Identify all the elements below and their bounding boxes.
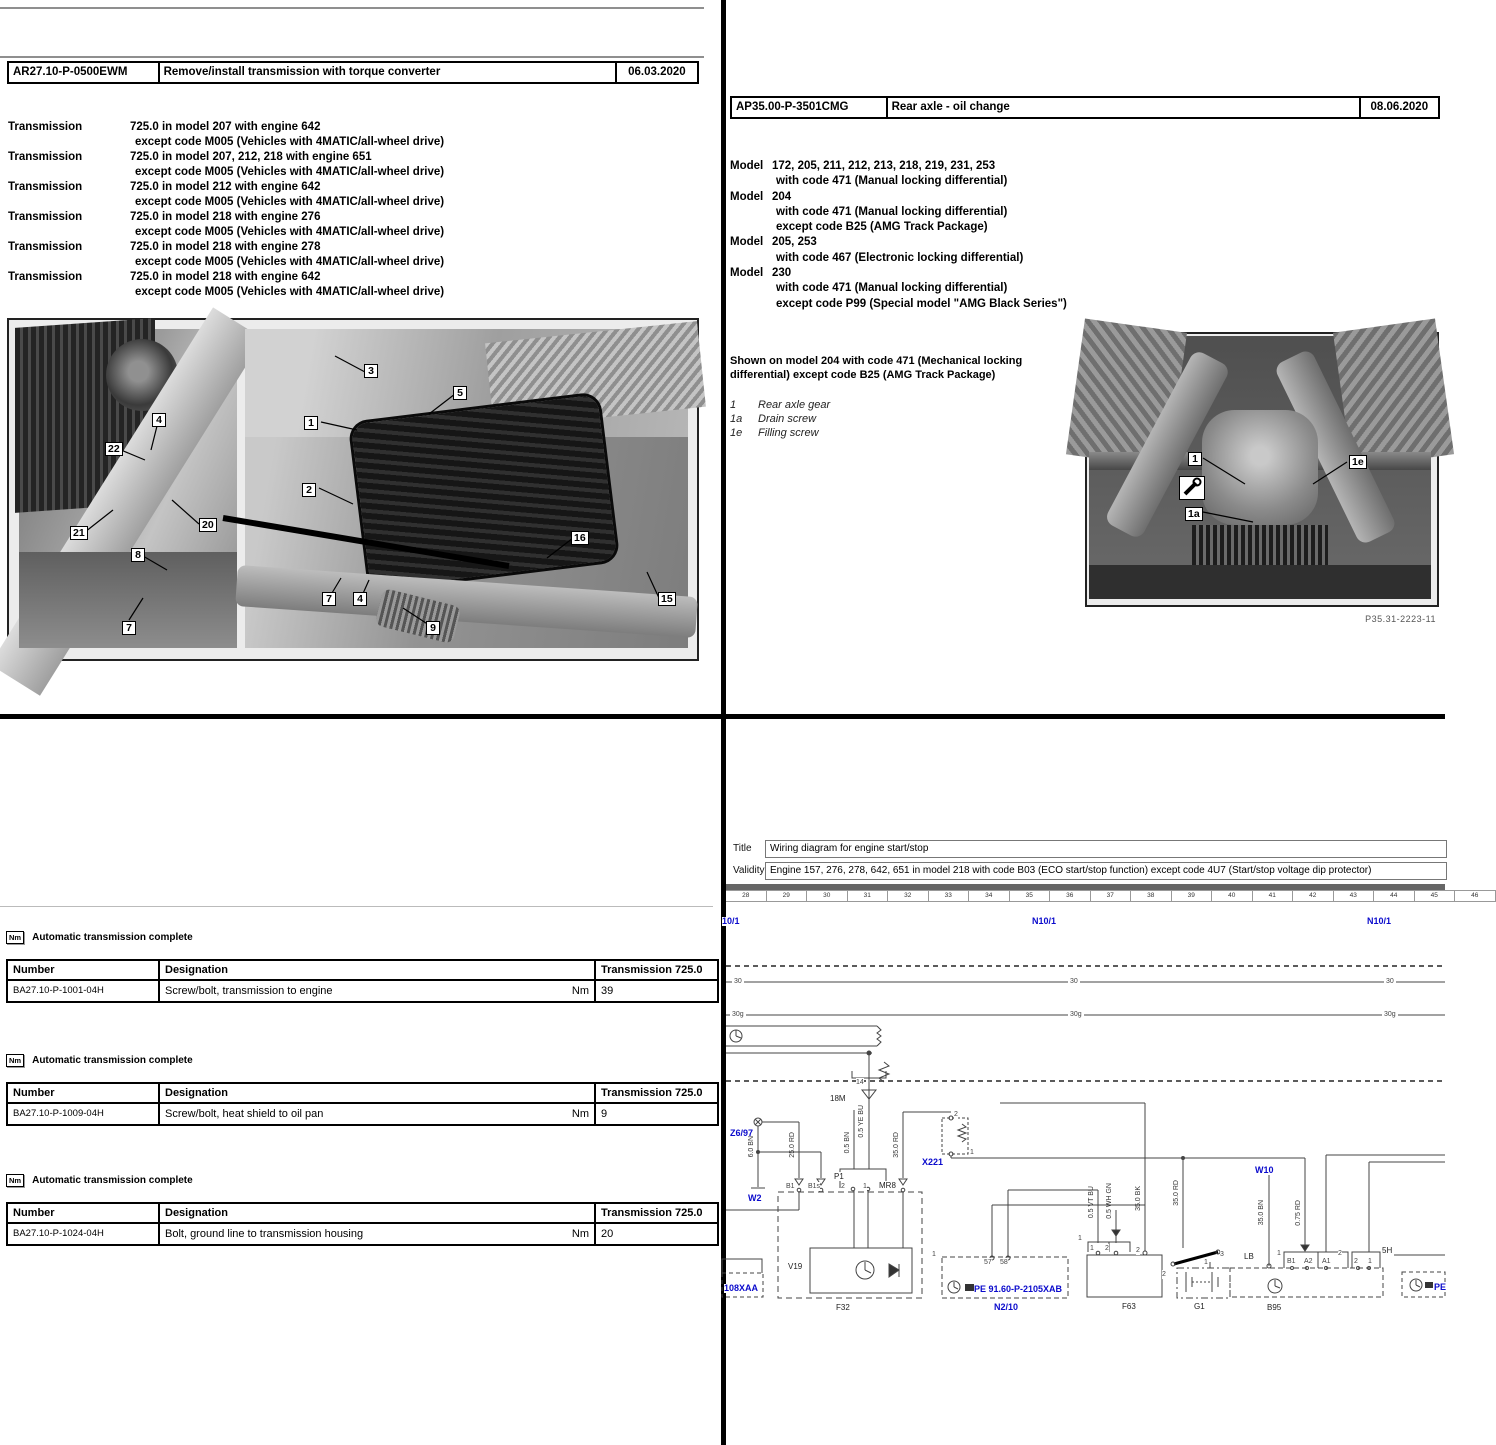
photo-callout: 21	[70, 526, 88, 540]
doc-line-text: with code 471 (Manual locking differential)	[776, 175, 1008, 188]
diagram-label: PE 91.60-P-2105XAB	[974, 1284, 1063, 1294]
legend-row	[730, 426, 830, 440]
cell-number: BA27.10-P-1001-04H	[8, 981, 160, 1001]
photo-callout: 22	[105, 442, 123, 456]
diagram-label: 1	[1277, 1250, 1281, 1257]
doc-line-text: except code M005 (Vehicles with 4MATIC/all-wheel drive)	[135, 286, 445, 298]
diagram-label: 30g	[1384, 1011, 1396, 1018]
diagram-label: 25.0 RD	[789, 1132, 796, 1158]
doc-line	[8, 120, 708, 135]
section-heading-row	[6, 929, 719, 945]
photo-callout: 8	[131, 548, 145, 562]
diagram-label: 1	[1204, 1259, 1208, 1266]
doc-line-label: Transmission	[8, 181, 83, 193]
tl-transmission-list	[8, 120, 708, 300]
tl-doc-header	[7, 61, 699, 84]
table-row	[8, 1104, 717, 1124]
cell-value: 39	[601, 985, 614, 997]
doc-line-text: except code M005 (Vehicles with 4MATIC/all-wheel drive)	[135, 256, 445, 268]
diagram-label: 30	[1386, 978, 1394, 985]
doc-line	[730, 205, 1430, 220]
diagram-label: A1	[1322, 1258, 1331, 1265]
doc-line-text: with code 471 (Manual locking differential)	[776, 282, 1008, 295]
doc-line	[8, 240, 708, 255]
nm-icon: Nm	[6, 1054, 24, 1067]
diagram-label: 2	[1105, 1245, 1109, 1252]
designation-text: Bolt, ground line to transmission housing	[165, 1228, 364, 1240]
diagram-label: N10/1	[1367, 916, 1392, 926]
diagram-label: F63	[1122, 1302, 1136, 1311]
doc-date: 08.06.2020	[1359, 98, 1438, 117]
legend-row	[730, 398, 830, 412]
ruler-cell: 29	[767, 890, 808, 902]
doc-line	[730, 297, 1430, 312]
doc-line	[730, 235, 1430, 250]
table-header-row	[8, 1204, 717, 1224]
ruler-cell: 28	[726, 890, 767, 902]
photo-callout: 15	[658, 592, 676, 606]
doc-line-text: 725.0 in model 212 with engine 642	[130, 181, 321, 193]
cell-value: 9	[601, 1108, 608, 1120]
horizontal-divider	[0, 714, 1445, 719]
col-number: Number	[8, 961, 160, 979]
torque-section	[6, 929, 719, 1003]
doc-line-text: 230	[772, 267, 792, 280]
legend-key: 1a	[730, 413, 743, 425]
diagram-label: 30g	[1070, 1011, 1082, 1018]
doc-line	[8, 195, 708, 210]
diagram-label: 1	[1090, 1245, 1094, 1252]
diagram-label: 0.75 RD	[1295, 1200, 1302, 1226]
doc-line-text: except code M005 (Vehicles with 4MATIC/all-wheel drive)	[135, 196, 445, 208]
doc-line-text: except code P99 (Special model "AMG Black Series")	[776, 297, 1067, 310]
doc-line-text: 725.0 in model 207, 212, 218 with engine 651	[130, 151, 372, 163]
diagram-label: P1	[834, 1172, 844, 1181]
diagram-label: B1	[1287, 1258, 1296, 1265]
torque-section	[6, 1052, 719, 1126]
doc-line-text: 205, 253	[772, 236, 817, 249]
title-label: Title	[733, 843, 752, 854]
doc-line	[730, 266, 1430, 281]
diagram-label: 30g	[732, 1011, 744, 1018]
torque-table	[6, 1082, 719, 1126]
doc-line-text: except code B25 (AMG Track Package)	[776, 221, 988, 234]
ruler-cell: 44	[1374, 890, 1415, 902]
diagram-label: 2	[1136, 1247, 1140, 1254]
diagram-label: 35.0 RD	[1173, 1180, 1180, 1206]
doc-line	[730, 159, 1430, 174]
diagram-label: B1	[786, 1183, 795, 1190]
table-header-row	[8, 961, 717, 981]
tl-photo-box	[7, 318, 699, 661]
legend	[730, 398, 830, 440]
ruler-cell: 38	[1131, 890, 1172, 902]
ruler-cell: 39	[1172, 890, 1213, 902]
diagram-label: 35.0 BK	[1135, 1186, 1142, 1211]
diagram-label: 57	[984, 1259, 992, 1266]
wrench-callout	[1179, 476, 1205, 500]
wiring-diagram	[722, 900, 1447, 1445]
photo-callout: 7	[322, 592, 336, 606]
tr-doc-header	[730, 96, 1440, 119]
doc-line-text: with code 467 (Electronic locking differential)	[776, 251, 1024, 264]
doc-line-label: Transmission	[8, 271, 83, 283]
diagram-label: Z6/97	[730, 1128, 754, 1138]
diagram-label: N10/1	[1032, 916, 1057, 926]
diagram-label: 2	[841, 1183, 845, 1190]
ruler-cell: 43	[1334, 890, 1375, 902]
diagram-label: PE	[1434, 1282, 1447, 1292]
doc-line	[730, 281, 1430, 296]
photo-callout: 7	[122, 621, 136, 635]
legend-desc: Drain screw	[758, 413, 817, 425]
diagram-label: V19	[788, 1262, 803, 1271]
unit-label: Nm	[571, 985, 589, 997]
torque-section	[6, 1172, 719, 1246]
diagram-label: 0.5 YE BU	[858, 1105, 865, 1138]
validity-input[interactable]: Engine 157, 276, 278, 642, 651 in model 218 with code B03 (ECO start/stop function) except code 4U7 (Start/stop voltage dip protector)	[765, 862, 1447, 880]
doc-line-label: Model	[730, 160, 764, 172]
ruler-cell: 46	[1455, 890, 1496, 902]
doc-line	[730, 220, 1430, 235]
photo-callout: 20	[199, 518, 217, 532]
diagram-label: N2/10	[994, 1302, 1019, 1312]
cell-designation	[160, 981, 596, 1001]
title-input[interactable]: Wiring diagram for engine start/stop	[765, 840, 1447, 858]
doc-title: Remove/install transmission with torque converter	[158, 63, 615, 82]
diagram-label: MR8	[879, 1181, 896, 1190]
diagram-label: 35.0 RD	[893, 1132, 900, 1158]
doc-code: AP35.00-P-3501CMG	[736, 101, 849, 113]
col-transmission: Transmission 725.0	[601, 964, 703, 976]
table-row	[8, 981, 717, 1001]
doc-line	[8, 150, 708, 165]
diagram-label: 0.5 BN	[844, 1132, 851, 1154]
legend-desc: Rear axle gear	[758, 399, 831, 411]
doc-line-text: except code M005 (Vehicles with 4MATIC/all-wheel drive)	[135, 166, 445, 178]
doc-line-label: Transmission	[8, 121, 83, 133]
photo-callout: 1a	[1185, 507, 1203, 521]
tl-photo-leader-lines	[9, 320, 697, 659]
section-heading-row	[6, 1172, 719, 1188]
ruler-cell: 41	[1253, 890, 1294, 902]
doc-line-label: Transmission	[8, 151, 83, 163]
unit-label: Nm	[571, 1108, 589, 1120]
doc-code: AR27.10-P-0500EWM	[13, 66, 128, 78]
table-row	[8, 1224, 717, 1244]
doc-line	[8, 285, 708, 300]
diagram-label: 2	[1162, 1271, 1166, 1278]
doc-line	[730, 251, 1430, 266]
col-number: Number	[8, 1204, 160, 1222]
doc-line-label: Transmission	[8, 211, 83, 223]
torque-table	[6, 959, 719, 1003]
doc-line	[8, 135, 708, 150]
ruler-cell: 33	[929, 890, 970, 902]
validity-label: Validity	[733, 865, 765, 876]
diagram-label: 108XAA	[724, 1283, 759, 1293]
diagram-label: G1	[1194, 1302, 1205, 1311]
diagram-label: W2	[748, 1193, 762, 1203]
cell-value: 20	[601, 1228, 614, 1240]
photo-caption: P35.31-2223-11	[1365, 614, 1436, 624]
doc-line-text: 725.0 in model 218 with engine 642	[130, 271, 321, 283]
cell-designation	[160, 1104, 596, 1124]
doc-line-text: 725.0 in model 218 with engine 276	[130, 211, 321, 223]
tr-photo-box	[1085, 332, 1439, 607]
col-designation: Designation	[160, 1204, 596, 1222]
doc-line-text: except code M005 (Vehicles with 4MATIC/all-wheel drive)	[135, 136, 445, 148]
diagram-label: 1	[863, 1183, 867, 1190]
section-heading: Automatic transmission complete	[32, 1054, 193, 1066]
diagram-label: 3	[1220, 1251, 1224, 1258]
diagram-label: 1	[1368, 1258, 1372, 1265]
shown-note: Shown on model 204 with code 471 (Mechanical locking differential) except code B25 (AMG Track Package)	[730, 355, 1023, 381]
ruler-cell: 37	[1091, 890, 1132, 902]
legend-row	[730, 412, 830, 426]
col-designation: Designation	[160, 961, 596, 979]
legend-key: 1e	[730, 427, 743, 439]
doc-line-text: with code 471 (Manual locking differential)	[776, 205, 1008, 218]
diagram-label: LB	[1244, 1252, 1254, 1261]
diagram-label: 10/1	[722, 916, 740, 926]
black-pointer	[223, 518, 509, 566]
diagram-label: B95	[1267, 1303, 1282, 1312]
diagram-label: 14	[856, 1079, 864, 1086]
doc-date: 06.03.2020	[615, 63, 697, 82]
diagram-label: 5H	[1382, 1246, 1393, 1255]
doc-line	[8, 225, 708, 240]
ruler-cell: 36	[1050, 890, 1091, 902]
bl-top-rule	[0, 906, 713, 907]
diagram-label: 2	[1338, 1250, 1342, 1257]
doc-title: Rear axle - oil change	[886, 98, 1359, 117]
doc-line-text: 172, 205, 211, 212, 213, 218, 219, 231, 253	[772, 160, 996, 172]
doc-line	[8, 210, 708, 225]
section-heading: Automatic transmission complete	[32, 1174, 193, 1186]
diagram-label: 0.5 VT BU	[1088, 1186, 1095, 1219]
doc-line	[8, 180, 708, 195]
legend-key: 1	[730, 399, 737, 411]
diagram-label: A2	[1304, 1258, 1313, 1265]
photo-callout: 3	[364, 364, 378, 378]
col-transmission: Transmission 725.0	[601, 1087, 703, 1099]
photo-callout: 5	[453, 386, 467, 400]
diagram-label: 1	[932, 1251, 936, 1258]
torque-table	[6, 1202, 719, 1246]
photo-callout: 9	[426, 621, 440, 635]
doc-line	[730, 174, 1430, 189]
ruler-cell: 31	[848, 890, 889, 902]
doc-line-text: except code M005 (Vehicles with 4MATIC/all-wheel drive)	[135, 226, 445, 238]
ruler-cell: 30	[807, 890, 848, 902]
tr-photo-leader-lines	[1087, 334, 1437, 605]
col-number: Number	[8, 1084, 160, 1102]
doc-line-text: 725.0 in model 207 with engine 642	[130, 121, 321, 133]
ruler-cell: 40	[1212, 890, 1253, 902]
tl-top-rule	[0, 7, 704, 9]
ruler-cell: 32	[888, 890, 929, 902]
doc-line-label: Model	[730, 267, 764, 280]
diagram-label: 0.5 WH GN	[1106, 1183, 1113, 1219]
doc-line	[8, 255, 708, 270]
photo-callout: 16	[571, 531, 589, 545]
cell-designation	[160, 1224, 596, 1244]
diagram-label: W10	[1255, 1165, 1274, 1175]
diagram-label: 58	[1000, 1259, 1008, 1266]
doc-line-text: 725.0 in model 218 with engine 278	[130, 241, 321, 253]
doc-line	[8, 165, 708, 180]
diagram-label: 30	[734, 978, 742, 985]
doc-line-label: Model	[730, 190, 764, 203]
diagram-label: 2	[954, 1111, 958, 1118]
diagram-label: 30	[1070, 978, 1078, 985]
photo-callout: 4	[152, 413, 166, 427]
photo-callout: 1e	[1349, 455, 1367, 469]
diagram-label: 1	[1078, 1235, 1082, 1242]
legend-desc: Filling screw	[758, 427, 819, 439]
ruler-cell: 45	[1415, 890, 1456, 902]
doc-line	[730, 190, 1430, 205]
designation-text: Screw/bolt, transmission to engine	[165, 985, 333, 997]
wrench-icon	[1180, 477, 1204, 499]
unit-label: Nm	[571, 1228, 589, 1240]
col-designation: Designation	[160, 1084, 596, 1102]
tr-model-list	[730, 159, 1430, 312]
diagram-label: 35.0 BN	[1258, 1200, 1265, 1226]
ruler-cell: 42	[1293, 890, 1334, 902]
photo-callout: 1	[304, 416, 318, 430]
col-transmission: Transmission 725.0	[601, 1207, 703, 1219]
designation-text: Screw/bolt, heat shield to oil pan	[165, 1108, 324, 1120]
diagram-label: X221	[922, 1157, 944, 1167]
nm-icon: Nm	[6, 931, 24, 944]
doc-line-label: Model	[730, 236, 764, 249]
ruler-cell: 34	[969, 890, 1010, 902]
section-heading-row	[6, 1052, 719, 1068]
nm-icon: Nm	[6, 1174, 24, 1187]
diagram-label: 18M	[830, 1094, 846, 1103]
cell-number: BA27.10-P-1009-04H	[8, 1104, 160, 1124]
doc-line-text: 204	[772, 190, 792, 203]
diagram-label: B1s	[808, 1183, 821, 1190]
photo-callout: 2	[302, 483, 316, 497]
photo-callout: 1	[1188, 452, 1202, 466]
section-heading: Automatic transmission complete	[32, 931, 193, 943]
ruler-cell: 35	[1010, 890, 1051, 902]
cell-number: BA27.10-P-1024-04H	[8, 1224, 160, 1244]
doc-line-label: Transmission	[8, 241, 83, 253]
diagram-label: 6.0 BN	[748, 1136, 755, 1158]
table-header-row	[8, 1084, 717, 1104]
doc-line	[8, 270, 708, 285]
diagram-label: 2	[1354, 1258, 1358, 1265]
diagram-label: 1	[970, 1149, 974, 1156]
diagram-label: F32	[836, 1303, 850, 1312]
photo-callout: 4	[353, 592, 367, 606]
tl-header-rule	[0, 56, 704, 58]
